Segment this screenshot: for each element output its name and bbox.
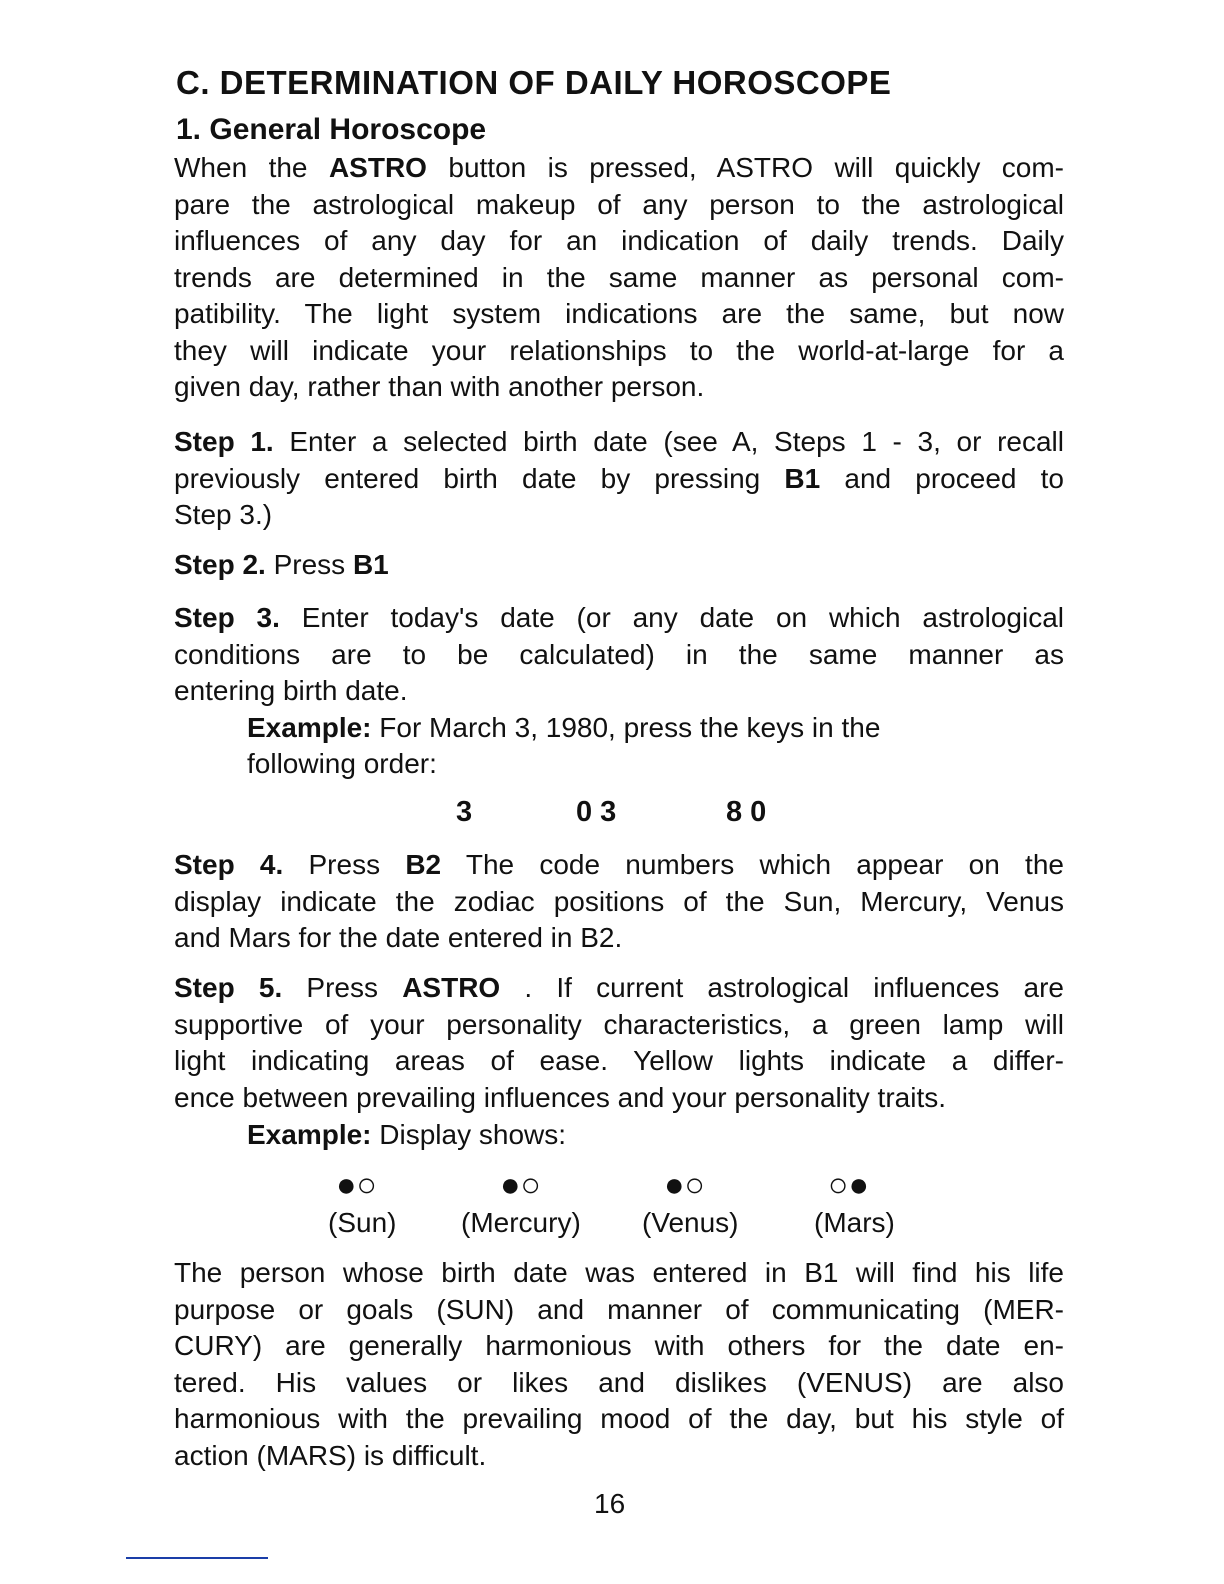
intro-line: patibility. The light system indications are the same, but now <box>174 298 1064 329</box>
footer-rule <box>126 1557 268 1559</box>
b1-key: B1 <box>352 549 389 580</box>
intro-line: trends are determined in the same manner as personal com- <box>174 261 1064 293</box>
step-3: Step 3. Enter today's date (or any date on which astrological conditions are to be calculated) in the same manner as entering birth date. <box>174 602 1065 706</box>
lamp-indicator-mercury: ●○ <box>500 1166 542 1204</box>
section-title: C. DETERMINATION OF DAILY HOROSCOPE <box>176 64 892 101</box>
step-3-label: Step 3. <box>174 602 280 633</box>
planet-label-mars: (Mars) <box>814 1207 895 1238</box>
intro-line: given day, rather than with another person. <box>174 371 705 402</box>
intro-line: influences of any day for an indication of daily trends. Daily <box>174 225 1064 256</box>
planet-label-sun: (Sun) <box>328 1207 397 1238</box>
step-2: Step 2. Press B1 <box>174 549 389 580</box>
step-2-label: Step 2. <box>174 549 266 580</box>
page-number: 16 <box>594 1488 626 1519</box>
conclusion-paragraph: The person whose birth date was entered in B1 will find his life purpose or goals (SUN) and manner of communicating (MER- CURY) are generally harmonious with others for the date en- tered. His values or likes and dislikes (VENUS) are also harmonious with the prevailing mood of the day, but his style of action (MARS) is difficult. <box>174 1257 1064 1471</box>
intro-line: pare the astrological makeup of any person to the astrological <box>174 188 1064 220</box>
lamp-indicator-mars: ○● <box>828 1166 870 1204</box>
key-sequence-item: 0 3 <box>576 796 617 828</box>
lamp-indicator-venus: ●○ <box>664 1166 706 1204</box>
example-label: Example: <box>247 1119 372 1150</box>
b2-key: B2 <box>405 849 442 880</box>
subsection-title: 1. General Horoscope <box>176 113 487 146</box>
step-1-label: Step 1. <box>174 426 274 457</box>
lamp-indicator-sun: ●○ <box>336 1166 378 1204</box>
step-5: Step 5. Press ASTRO . If current astrological influences are supportive of your personality characteristics, a green lamp will light indicating areas of ease. Yellow lights indicate a differ- ence between prevailing influences and your personality traits. <box>174 972 1064 1113</box>
step-4-label: Step 4. <box>174 849 284 880</box>
astro-key: ASTRO <box>402 972 501 1003</box>
step-5-label: Step 5. <box>174 972 283 1003</box>
step-4: Step 4. Press B2 The code numbers which appear on the display indicate the zodiac positions of the Sun, Mercury, Venus and Mars for the date entered in B2. <box>174 849 1064 953</box>
example-2: Example: Display shows: <box>247 1119 567 1150</box>
step-1: Step 1. Enter a selected birth date (see A, Steps 1 - 3, or recall previously entered birth date by pressing B1 and proceed to Step 3.) <box>174 426 1064 530</box>
key-sequence-item: 8 0 <box>726 796 767 828</box>
astro-keyword: ASTRO <box>328 152 427 183</box>
example-1: Example: For March 3, 1980, press the keys in the following order: <box>247 712 881 779</box>
key-sequence-item: 3 <box>456 796 473 828</box>
intro-paragraph <box>174 150 1064 406</box>
intro-line: they will indicate your relationships to the world-at-large for a <box>174 334 1064 366</box>
planet-label-venus: (Venus) <box>642 1207 739 1238</box>
intro-line: When the ASTRO button is pressed, ASTRO will quickly com- <box>174 152 1064 183</box>
planet-label-mercury: (Mercury) <box>461 1207 581 1238</box>
example-label: Example: <box>247 712 372 743</box>
b1-key: B1 <box>784 462 821 494</box>
